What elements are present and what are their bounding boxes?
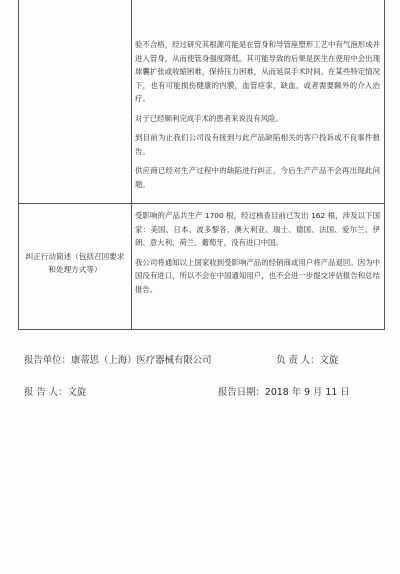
row-divider [19,203,384,204]
corrective-action-label: 纠正行动简述（包括召回要求和处理方式等） [25,252,125,274]
upper-content-cell [135,38,380,197]
reporter: 报 告 人：文旋 [24,387,87,398]
reporting-unit: 报告单位：康蒂思（上海）医疗器械有限公司 [24,355,212,366]
risk-paragraph: 对于已经顺利完成手术的患者来说没有风险。 [135,113,283,123]
recall-notice-paragraph: 我公司将通知以上国家收到受影响产品的经销商或用户将产品退回。因为中国没有进口，所以不会在中国通知用户，也不会进一步提交评估报告和总结报告。 [135,257,380,294]
affected-products-paragraph: 受影响的产品共生产 1700 根，经过核查目前已发出 162 根，涉及以下国家：美国、日本、波多黎各、澳大利亚、瑞士、德国、法国、爱尔兰、伊朗、意大利、荷兰、葡萄牙，没有进口中国。 [135,211,380,247]
complaint-paragraph: 到目前为止我们公司没有接到与此产品缺陷相关的客户投诉或不良事件报告。 [135,133,380,156]
supplier-paragraph: 供应商已经对生产过程中的缺陷进行纠正，今后生产产品不会再出现此问题。 [135,166,380,189]
lower-content-cell [135,209,380,302]
defect-description-paragraph: 验不合格，经过研究其根源可能是在管身和导管座塑形工艺中有气泡形成并进入管身，从而使管身强度降低。其可能导致的后果是医生在使用中会出现球囊扩张或收缩困难，保持压力困难，从而延误手术时间。在某些特定情况下，也有可能损伤健康的内膜，血管痉挛，缺血，或者需要额外的介入治疗。 [135,40,380,103]
report-date: 报告日期：2018 年 9 月 11 日 [218,387,350,398]
responsible-person: 负 责 人：文旋 [276,355,339,366]
report-table [18,0,385,330]
column-divider [131,0,132,329]
